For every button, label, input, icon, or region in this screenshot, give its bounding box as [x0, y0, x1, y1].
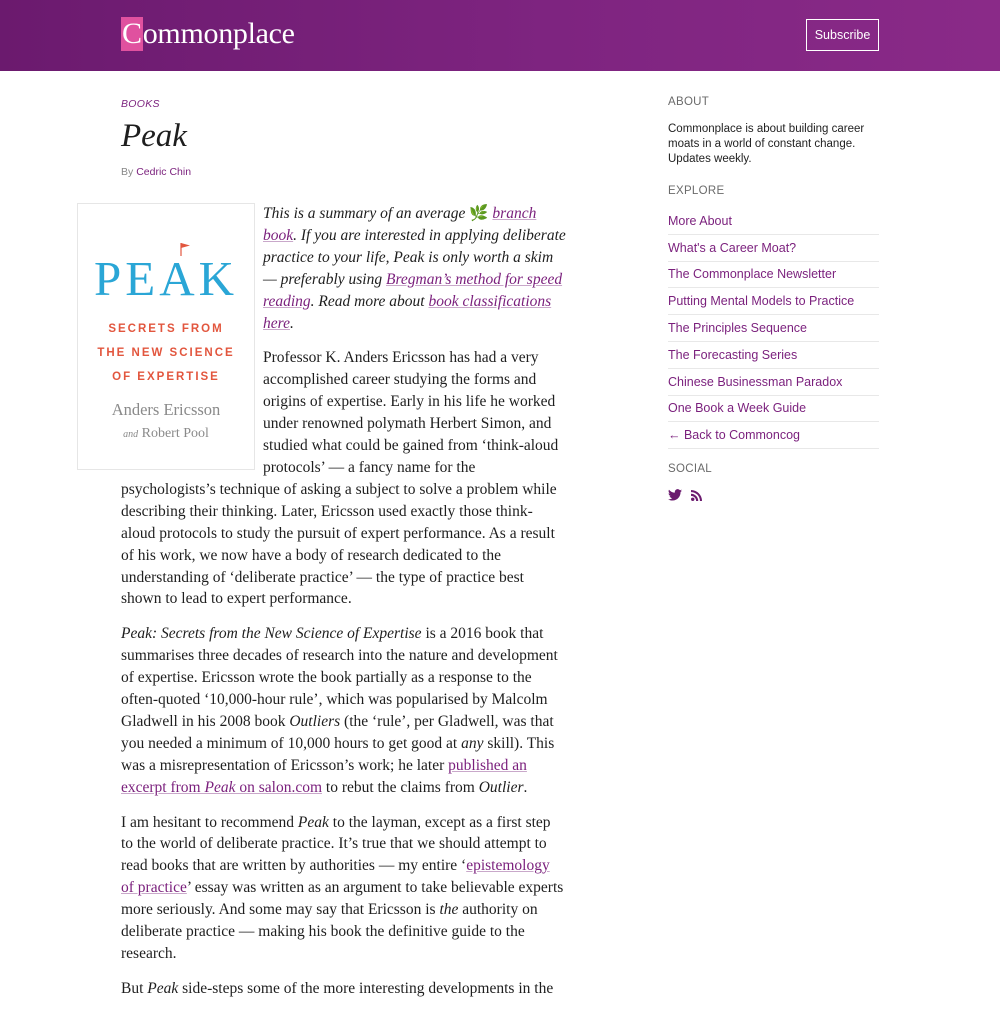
author-link[interactable]: Cedric Chin	[136, 166, 192, 178]
explore-item	[668, 315, 879, 342]
paragraph-text: to the layman, except as a first step to the world of deliberate practice. It’s true that we should attempt to read books that are written by authorities — my entire ‘	[121, 813, 551, 875]
explore-item	[668, 208, 879, 235]
paragraph-4	[121, 978, 566, 1000]
paragraph-text: skill). This was a misrepresentation of Ericsson’s work; he later	[121, 734, 555, 774]
paragraph-1: Professor K. Anders Ericsson has had a very accomplished career studying the forms and origins of expertise. Early in his life he worked under renowned polymath Herbert Simon, and studied what could be gained from ‘think-aloud protocols’ — a fancy name for the psychologists’s technique of asking a subject to solve a problem while describing their thinking. Later, Ericsson used exactly those think-aloud protocols to study the pursuit of expert performance. As a result of his work, we now have a body of research dedicated to the understanding of ‘deliberate practice’ — the type of practice best shown to lead to expert performance.	[121, 349, 559, 608]
epistemology-of-practice-link[interactable]: epistemology of practice	[121, 857, 550, 897]
intro-text: .	[289, 314, 294, 332]
explore-list	[668, 208, 879, 449]
logo-text: ommonplace	[142, 17, 295, 50]
explore-item	[668, 369, 879, 396]
byline-prefix: By	[121, 166, 134, 178]
explore-link-more-about[interactable]: More About	[668, 213, 732, 228]
cover-subtitle-line: SECRETS FROM	[108, 323, 224, 335]
site-header	[0, 0, 1000, 71]
cover-title: PEAK	[94, 251, 238, 306]
social-heading: SOCIAL	[668, 463, 712, 475]
intro-text: This is a summary of an average	[263, 205, 470, 222]
branch-book-link[interactable]: branch book	[263, 205, 537, 244]
explore-item	[668, 262, 879, 289]
emphasis-any: any	[461, 734, 484, 752]
book-title: Peak: Secrets from the New Science of Expertise	[121, 625, 422, 643]
explore-item	[668, 396, 879, 423]
link-text: published an excerpt from	[121, 756, 527, 796]
book-classifications-link[interactable]: book classifications here	[263, 292, 552, 332]
explore-item	[668, 288, 879, 315]
paragraph-text: is a 2016 book that summarises three decades of research into the nature and development of expertise. Ericsson wrote the book partially as a response to the often-quoted ‘10,000-hour rule’, which was popularised by Malcolm Gladwell in his 2008 book	[121, 625, 558, 730]
subscribe-button[interactable]: Subscribe	[806, 19, 879, 51]
site-logo[interactable]	[121, 17, 295, 51]
explore-item	[668, 235, 879, 262]
peak-title: Peak	[297, 813, 329, 831]
explore-link-businessman-paradox[interactable]: Chinese Businessman Paradox	[668, 374, 843, 389]
category-link[interactable]: BOOKS	[121, 98, 160, 110]
explore-link-forecasting[interactable]: The Forecasting Series	[668, 347, 798, 362]
post-title: Peak	[121, 118, 187, 154]
explore-link-book-a-week[interactable]: One Book a Week Guide	[668, 401, 807, 416]
about-text: Commonplace is about building career moats in a world of constant change. Updates weekly.	[668, 123, 865, 165]
link-text: Peak	[204, 778, 236, 796]
explore-heading: EXPLORE	[668, 185, 725, 197]
byline	[121, 166, 191, 178]
logo-mark: C	[122, 17, 142, 50]
link-text: on salon.com	[235, 778, 323, 796]
intro-text: . Read more about	[310, 292, 429, 310]
cover-coauthor-name: Robert Pool	[141, 426, 209, 441]
paragraph-text: to rebut the claims from	[322, 778, 479, 796]
explore-link-newsletter[interactable]: The Commonplace Newsletter	[668, 267, 837, 282]
explore-link-principles[interactable]: The Principles Sequence	[668, 321, 807, 336]
cover-subtitle-line: OF EXPERTISE	[112, 371, 220, 383]
about-heading: ABOUT	[668, 96, 710, 108]
article-body	[121, 203, 566, 1013]
paragraph-text: side-steps some of the more interesting developments in the	[178, 979, 554, 997]
twitter-icon[interactable]	[668, 488, 682, 506]
paragraph-2	[121, 623, 566, 798]
cover-subtitle-line: THE NEW SCIENCE	[97, 347, 235, 359]
paragraph-3	[121, 812, 566, 965]
paragraph-text: authority on deliberate practice — making his book the definitive guide to the research.	[121, 901, 538, 962]
emphasis-the: the	[439, 901, 459, 919]
peak-title: Peak	[147, 979, 179, 997]
paragraph-text: ’ essay was written as an argument to take believable experts more seriously. And some may say that Ericsson is	[121, 879, 564, 919]
bregman-method-link[interactable]: Bregman’s method for speed reading	[263, 270, 563, 310]
outlier-title: Outlier	[478, 778, 524, 796]
paragraph-text: But	[121, 979, 148, 997]
back-to-commoncog-link[interactable]: ← Back to Commoncog	[668, 428, 800, 443]
explore-link-career-moat[interactable]: What's a Career Moat?	[668, 240, 797, 255]
explore-item	[668, 342, 879, 369]
cover-author: Anders Ericsson	[111, 400, 221, 419]
cover-float-spacer	[121, 202, 263, 472]
explore-link-mental-models[interactable]: Putting Mental Models to Practice	[668, 294, 855, 309]
intro-text: . If you are interested in applying deliberate practice to your life, Peak is only worth a skim — preferably using	[263, 226, 566, 288]
rss-icon[interactable]	[691, 488, 702, 506]
cover-and: and	[123, 429, 139, 440]
paragraph-text: .	[523, 778, 528, 796]
social-links	[668, 488, 702, 506]
outliers-title: Outliers	[289, 712, 341, 730]
paragraph-text: (the ‘rule’, per Gladwell, was that you needed a minimum of 10,000 hours to get good at	[121, 712, 554, 752]
paragraph-text: I am hesitant to recommend	[121, 813, 298, 831]
explore-item	[668, 422, 879, 449]
branch-leaf-icon: 🌿	[469, 205, 489, 222]
